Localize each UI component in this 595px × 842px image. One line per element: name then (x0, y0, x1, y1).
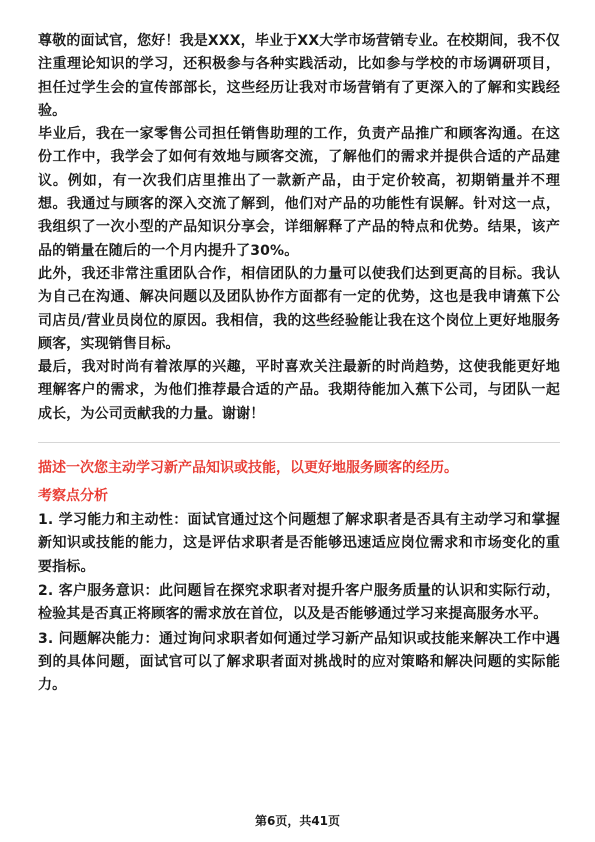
analysis-title: 考察点分析 (38, 488, 108, 505)
answer-section (38, 30, 560, 426)
document-page (38, 30, 560, 698)
analysis-point-2: 2. 客户服务意识：此问题旨在探究求职者对提升客户服务质量的认识和实际行动，检验其是否真正将顾客的需求放在首位，以及是否能够通过学习来提高服务水平。 (38, 582, 560, 623)
question-heading: 描述一次您主动学习新产品知识或技能，以更好地服务顾客的经历。 (38, 460, 458, 477)
section-divider (38, 442, 560, 443)
answer-paragraph-3: 此外，我还非常注重团队合作，相信团队的力量可以使我们达到更高的目标。我认为自己在沟通、解决问题以及团队协作方面都有一定的优势，这也是我申请蕉下公司店员/营业员岗位的原因。我相信，我的这些经验能让我在这个岗位上更好地服务顾客，实现销售目标。 (38, 265, 560, 352)
answer-paragraph-1: 尊敬的面试官，您好！我是XXX，毕业于XX大学市场营销专业。在校期间，我不仅注重理论知识的学习，还积极参与各种实践活动，比如参与学校的市场调研项目，担任过学生会的宣传部部长，这些经历让我对市场营销有了更深入的了解和实践经验。 (38, 33, 560, 119)
answer-paragraph-2: 毕业后，我在一家零售公司担任销售助理的工作，负责产品推广和顾客沟通。在这份工作中，我学会了如何有效地与顾客交流，了解他们的需求并提供合适的产品建议。例如，有一次我们店里推出了一款新产品，由于定价较高，初期销量并不理想。我通过与顾客的深入交流了解到，他们对产品的功能性有误解。针对这一点，我组织了一次小型的产品知识分享会，详细解释了产品的特点和优势。结果，该产品的销量在随后的一个月内提升了30%。 (38, 126, 560, 259)
analysis-point-1: 1. 学习能力和主动性：面试官通过这个问题想了解求职者是否具有主动学习和掌握新知识或技能的能力，这是评估求职者是否能够迅速适应岗位需求和市场变化的重要指标。 (38, 512, 560, 575)
analysis-point-3: 3. 问题解决能力：通过询问求职者如何通过学习新产品知识或技能来解决工作中遇到的具体问题，面试官可以了解求职者面对挑战时的应对策略和解决问题的实际能力。 (38, 630, 560, 694)
answer-paragraph-4: 最后，我对时尚有着浓厚的兴趣，平时喜欢关注最新的时尚趋势，这使我能更好地理解客户的需求，为他们推荐最合适的产品。我期待能加入蕉下公司，与团队一起成长，为公司贡献我的力量。谢谢！ (38, 359, 560, 422)
page-number-footer: 第6页，共41页 (254, 814, 341, 828)
question-section (38, 457, 560, 697)
